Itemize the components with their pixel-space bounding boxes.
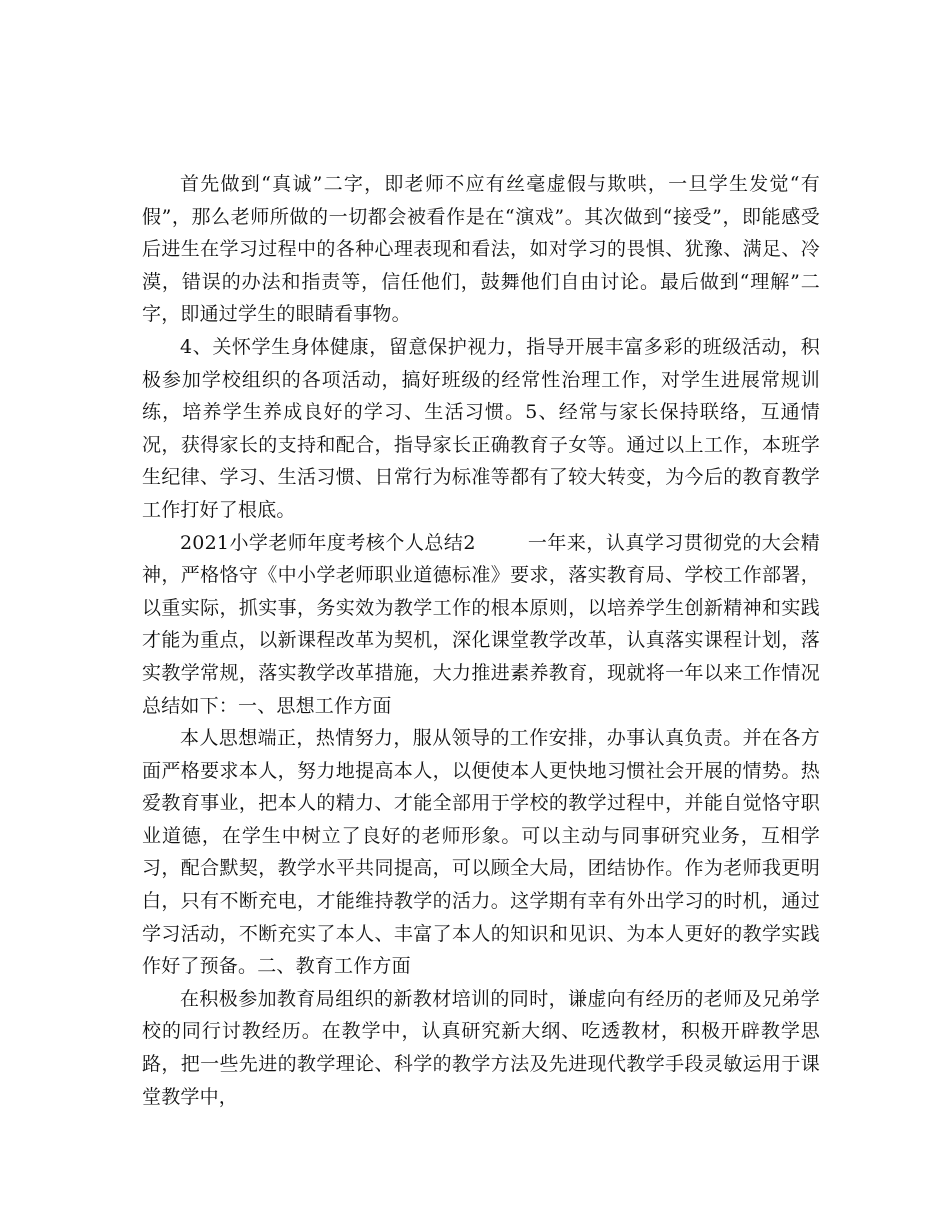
paragraph-3 xyxy=(142,527,820,723)
section-heading: 2021小学老师年度考核个人总结2 xyxy=(180,531,476,554)
paragraph-2: 4、关怀学生身体健康，留意保护视力，指导开展丰富多彩的班级活动，积极参加学校组织的各项活动，搞好班级的经常性治理工作，对学生进展常规训练，培养学生养成良好的学习、生活习惯。5、经常与家长保持联络，互通情况，获得家长的支持和配合，指导家长正确教育子女等。通过以上工作，本班学生纪律、学习、生活习惯、日常行为标准等都有了较大转变，为今后的教育教学工作打好了根底。 xyxy=(142,335,820,521)
paragraph-3-text: 一年来，认真学习贯彻党的大会精神，严格恪守《中小学老师职业道德标准》要求，落实教育局、学校工作部署，以重实际，抓实事，务实效为教学工作的根本原则，以培养学生创新精神和实践才能为重点，以新课程改革为契机，深化课堂教学改革，认真落实课程计划，落实教学常规，落实教学改革措施，大力推进素养教育，现就将一年以来工作情况总结如下：一、思想工作方面 xyxy=(142,531,820,717)
document-body xyxy=(142,168,820,1113)
paragraph-5: 在积极参加教育局组织的新教材培训的同时，谦虚向有经历的老师及兄弟学校的同行讨教经历。在教学中，认真研究新大纲、吃透教材，积极开辟教学思路，把一些先进的教学理论、科学的教学方法及先进现代教学手段灵敏运用于课堂教学中， xyxy=(142,987,820,1108)
paragraph-4: 本人思想端正，热情努力，服从领导的工作安排，办事认真负责。并在各方面严格要求本人，努力地提高本人，以便使本人更快地习惯社会开展的情势。热爱教育事业，把本人的精力、才能全部用于学校的教学过程中，并能自觉恪守职业道德，在学生中树立了良好的老师形象。可以主动与同事研究业务，互相学习，配合默契，教学水平共同提高，可以顾全大局，团结协作。作为老师我更明白，只有不断充电，才能维持教学的活力。这学期有幸有外出学习的时机，通过学习活动，不断充实了本人、丰富了本人的知识和见识、为本人更好的教学实践作好了预备。二、教育工作方面 xyxy=(142,727,820,978)
paragraph-1: 首先做到“真诚”二字，即老师不应有丝毫虚假与欺哄，一旦学生发觉“有假”，那么老师所做的一切都会被看作是在“演戏”。其次做到“接受”，即能感受后进生在学习过程中的各种心理表现和看法，如对学习的畏惧、犹豫、满足、冷漠，错误的办法和指责等，信任他们，鼓舞他们自由讨论。最后做到“理解”二字，即通过学生的眼睛看事物。 xyxy=(142,173,820,326)
